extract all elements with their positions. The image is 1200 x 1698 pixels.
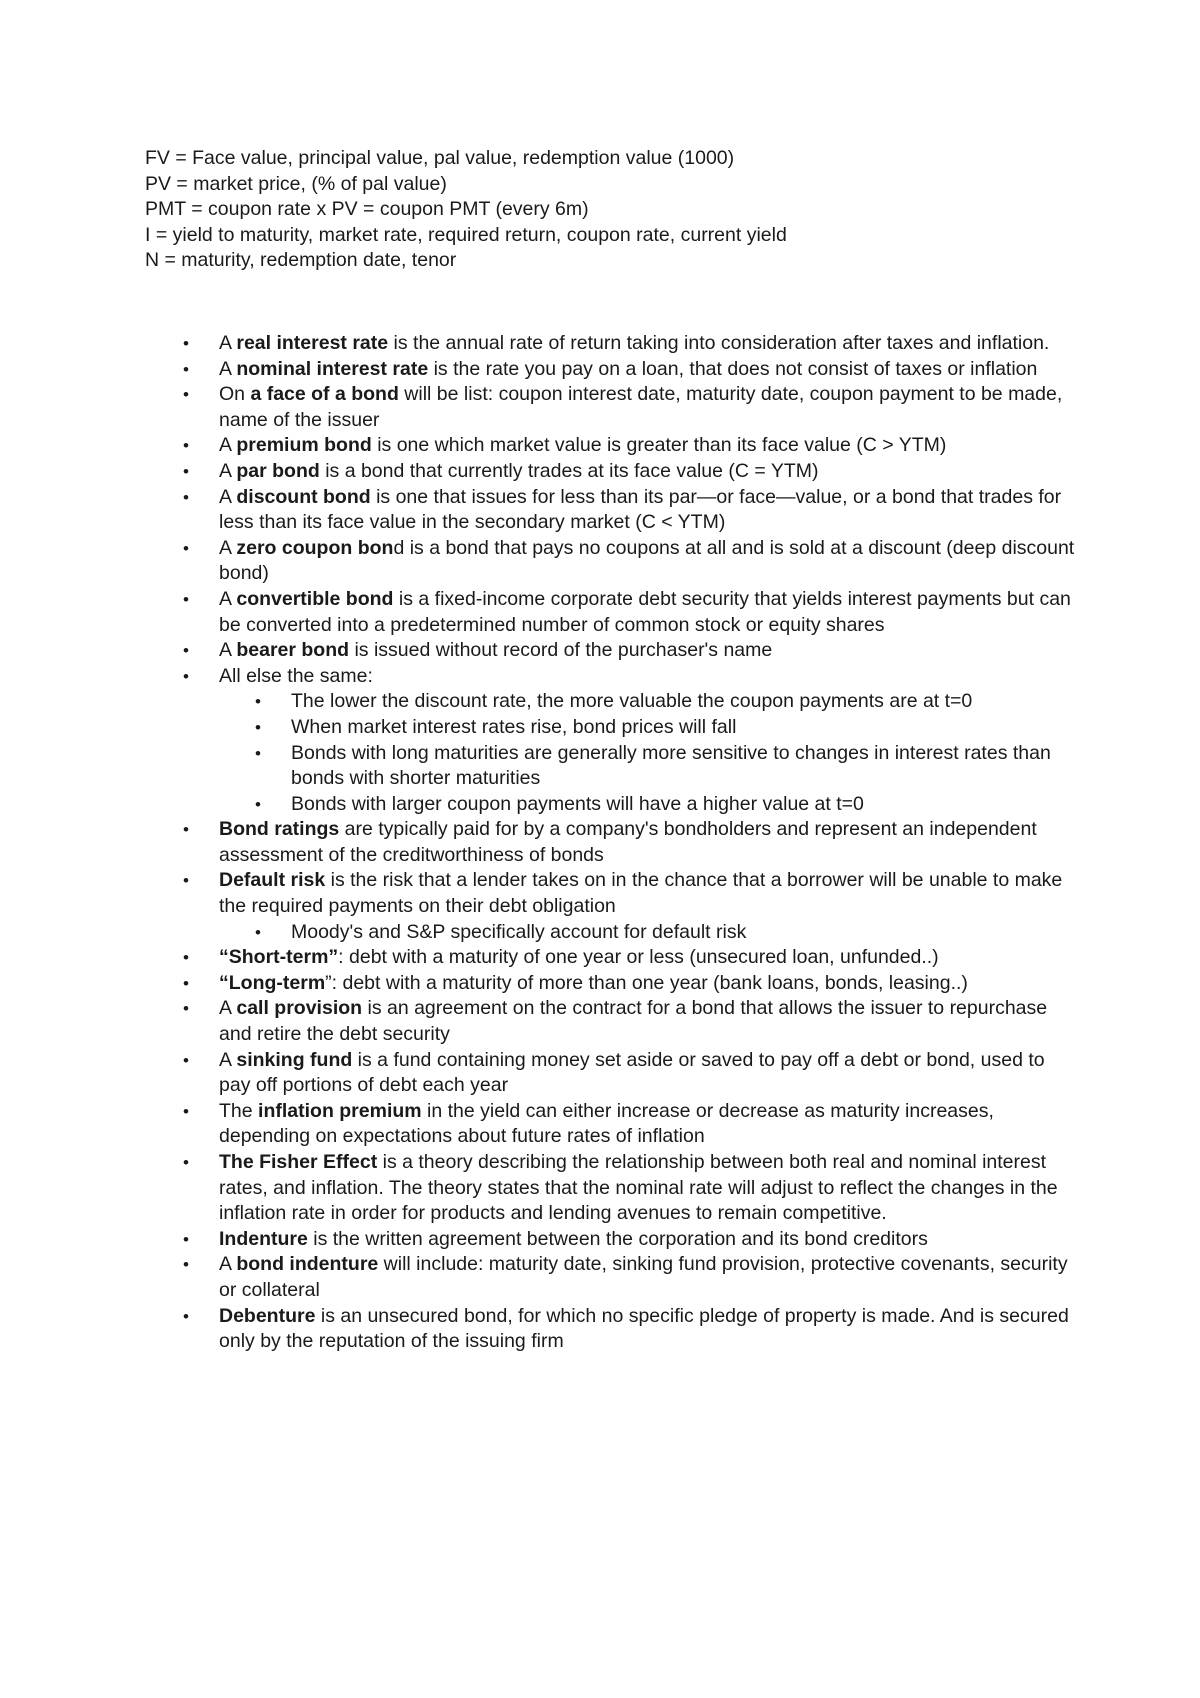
bullet-icon: • [183, 641, 189, 661]
bullet-icon: • [183, 1153, 189, 1172]
list-item [145, 1252, 1075, 1303]
item-term: Bond ratings [219, 818, 340, 841]
bullet-icon: • [183, 538, 189, 558]
bullet-icon: • [255, 717, 261, 737]
bullet-icon: • [183, 1306, 189, 1326]
item-text-pre: A [219, 357, 237, 380]
bullet-icon: • [183, 820, 189, 840]
item-text-post: in the yield can either increase or decrease as maturity increases, depending on expectations about future rates of inflation [219, 1099, 994, 1148]
list-item [145, 1150, 1075, 1227]
item-term: discount bond [236, 485, 371, 508]
bullet-icon: • [183, 487, 189, 507]
item-text-post: is an unsecured bond, for which no specific pledge of property is made. And is secured only by the reputation of the issuing firm [219, 1304, 1069, 1353]
bullet-icon: • [183, 359, 189, 379]
bullet-icon: • [183, 1255, 189, 1275]
sub-item-text: Moody's and S&P specifically account for default risk [291, 920, 747, 943]
bullet-icon: • [183, 871, 189, 891]
item-text-pre: All else the same: [219, 664, 373, 687]
bullet-icon: • [183, 589, 189, 609]
item-term: “Long-term [219, 971, 326, 994]
item-term: zero coupon bon [236, 536, 394, 559]
item-term: bond indenture [236, 1253, 379, 1276]
item-term: “Short-term” [219, 946, 339, 969]
item-term: Debenture [219, 1304, 316, 1327]
item-text-pre: A [219, 459, 237, 482]
bullet-icon: • [183, 461, 189, 481]
bond-notes-list [145, 331, 1075, 1355]
item-text-post: is one that issues for less than its par—or face—value, or a bond that trades for less than its face value in the secondary market (C < YTM) [219, 485, 1062, 534]
bullet-icon: • [255, 794, 261, 814]
item-text-post: is the annual rate of return taking into consideration after taxes and inflation. [388, 332, 1050, 354]
item-text-post: are typically paid for by a company's bondholders and represent an independent assessment of the creditworthiness of bonds [219, 818, 1037, 866]
item-text-post: is the risk that a lender takes on in the chance that a borrower will be unable to make the required payments on their debt obligation [219, 869, 1063, 918]
list-item [145, 587, 1075, 638]
list-item [145, 1099, 1075, 1150]
definition-pv: PV = market price, (% of pal value) [145, 172, 447, 195]
bullet-icon: • [183, 999, 189, 1019]
bullet-icon: • [183, 1229, 189, 1249]
item-text-post: : debt with a maturity of one year or less (unsecured loan, unfunded..) [338, 946, 939, 969]
item-text-pre: A [219, 1048, 237, 1071]
bullet-icon: • [183, 948, 189, 968]
item-text-post: d is a bond that pays no coupons at all and is sold at a discount (deep discount bond) [219, 536, 1075, 585]
item-term: bearer bond [236, 639, 350, 662]
item-text-pre: A [219, 997, 237, 1020]
sub-item-text: Bonds with larger coupon payments will have a higher value at t=0 [291, 792, 864, 815]
item-term: call provision [236, 997, 363, 1020]
item-text-post: ”: debt with a maturity of more than one year (bank loans, bonds, leasing..) [325, 971, 968, 994]
bullet-icon: • [255, 692, 261, 712]
item-text-pre: A [219, 587, 237, 610]
item-text-post: will be list: coupon interest date, maturity date, coupon payment to be made, name of the issuer [219, 383, 1063, 431]
item-text-pre: A [219, 485, 237, 508]
list-item [145, 331, 1075, 357]
list-item [145, 1048, 1075, 1099]
item-text-pre: A [219, 536, 237, 559]
item-term: The Fisher Effect [219, 1151, 378, 1173]
bullet-icon: • [183, 666, 189, 686]
item-term: convertible bond [236, 587, 394, 610]
list-item [145, 357, 1075, 383]
item-term: par bond [236, 459, 320, 482]
sub-item-text: Bonds with long maturities are generally more sensitive to changes in interest rates than bonds with shorter maturities [291, 741, 1051, 790]
list-item [145, 638, 1075, 664]
item-text-pre: The [219, 1099, 259, 1122]
item-text-post: is a bond that currently trades at its face value (C = YTM) [319, 459, 819, 482]
item-text-post: is a fund containing money set aside or saved to pay off a debt or bond, used to pay off portions of debt each year [219, 1048, 1045, 1097]
item-term: a face of a bond [250, 383, 399, 406]
item-term: Default risk [219, 869, 326, 892]
list-item [145, 817, 1075, 868]
definition-pmt: PMT = coupon rate x PV = coupon PMT (every 6m) [145, 198, 589, 221]
list-item [145, 433, 1075, 459]
item-text-post: is one which market value is greater than its face value (C > YTM) [371, 434, 947, 457]
list-item [145, 664, 1075, 690]
definition-n: N = maturity, redemption date, tenor [145, 249, 457, 272]
variable-definitions [145, 146, 1125, 274]
item-text-pre: A [219, 434, 237, 457]
item-text-post: will include: maturity date, sinking fund provision, protective covenants, security or collateral [219, 1253, 1068, 1301]
list-item [145, 459, 1075, 485]
item-term: Indenture [219, 1227, 308, 1250]
item-text-post: is a theory describing the relationship between both real and nominal interest rates, and inflation. The theory states that the nominal rate will adjust to reflect the changes in the inflation rate in order for products and lending avenues to remain competitive. [219, 1151, 1058, 1225]
sub-item-text: When market interest rates rise, bond prices will fall [291, 715, 737, 738]
list-item [145, 485, 1075, 536]
bullet-icon: • [183, 1050, 189, 1070]
list-item [145, 945, 1075, 971]
sub-list-item [145, 715, 1075, 741]
item-text-pre: A [219, 639, 237, 662]
definition-fv: FV = Face value, principal value, pal value, redemption value (1000) [145, 147, 735, 169]
list-item [145, 382, 1075, 433]
list-item [145, 536, 1075, 587]
sub-list-item [145, 741, 1075, 792]
definition-i: I = yield to maturity, market rate, required return, coupon rate, current yield [145, 223, 787, 246]
item-text-pre: A [219, 1253, 237, 1276]
item-text-post: is the written agreement between the corporation and its bond creditors [307, 1227, 928, 1250]
item-term: premium bond [236, 434, 372, 457]
list-item [145, 996, 1075, 1047]
item-term: real interest rate [236, 332, 389, 354]
item-term: nominal interest rate [236, 357, 429, 380]
list-item [145, 971, 1075, 997]
item-text-pre: A [219, 332, 237, 354]
item-text-post: is a fixed-income corporate debt security that yields interest payments but can be converted into a predetermined number of common stock or equity shares [219, 587, 1071, 636]
item-text-post: is the rate you pay on a loan, that does not consist of taxes or inflation [428, 357, 1038, 380]
item-text-post: is issued without record of the purchaser's name [349, 639, 773, 662]
sub-list-item [145, 792, 1075, 818]
sub-item-text: The lower the discount rate, the more valuable the coupon payments are at t=0 [291, 690, 973, 713]
sub-list-item [145, 689, 1075, 715]
bullet-icon: • [255, 922, 261, 942]
bullet-icon: • [183, 385, 189, 405]
bullet-icon: • [183, 973, 189, 993]
item-text-post: is an agreement on the contract for a bond that allows the issuer to repurchase and retire the debt security [219, 997, 1048, 1046]
list-item [145, 1227, 1075, 1253]
bullet-icon: • [183, 436, 189, 456]
list-item [145, 1304, 1075, 1355]
bullet-icon: • [255, 743, 261, 763]
item-text-pre: On [219, 383, 251, 406]
bullet-icon: • [183, 1101, 189, 1121]
bullet-icon: • [183, 334, 189, 353]
item-term: inflation premium [258, 1099, 422, 1122]
list-item [145, 868, 1075, 919]
sub-list-item [145, 920, 1075, 946]
item-term: sinking fund [236, 1048, 353, 1071]
